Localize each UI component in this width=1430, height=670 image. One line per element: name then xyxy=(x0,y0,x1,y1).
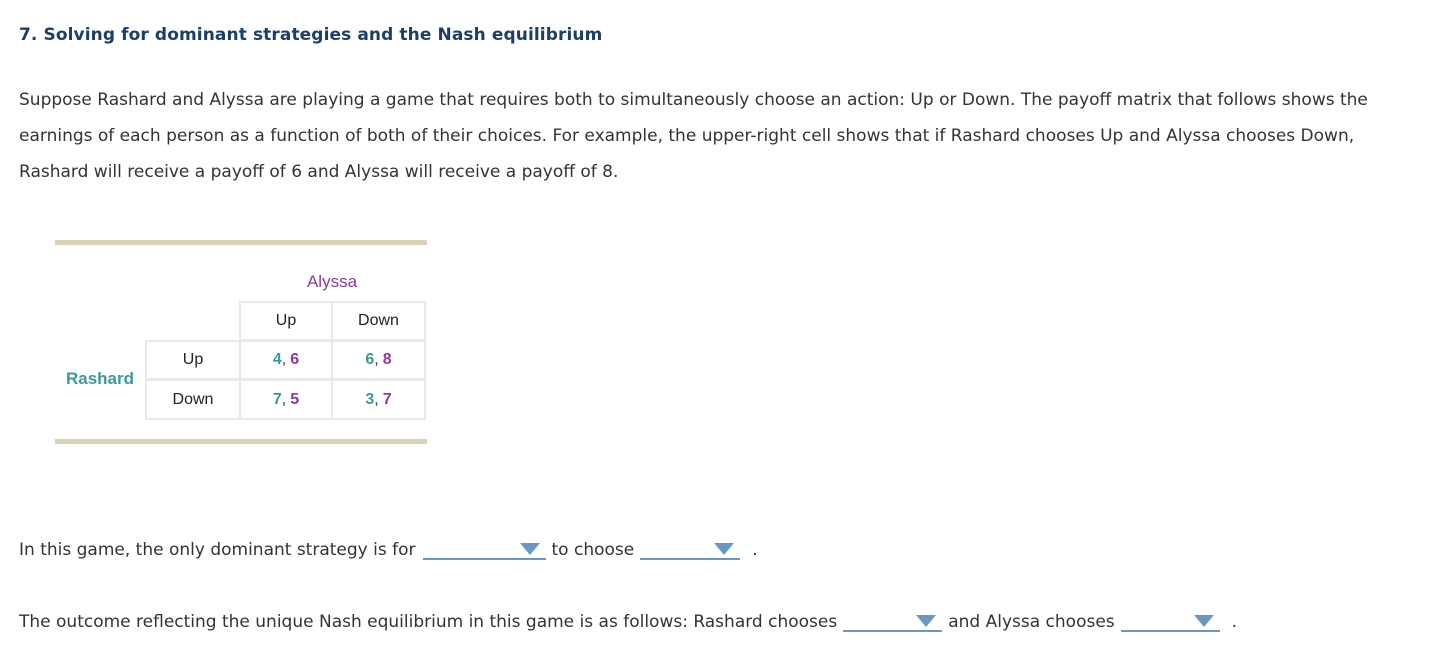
rashard-payoff: 3 xyxy=(365,390,375,408)
payoff-cell-up-up xyxy=(239,340,333,380)
dominant-action-dropdown[interactable] xyxy=(640,536,740,560)
question-nash-equilibrium xyxy=(19,608,1237,632)
matrix-bottom-rule xyxy=(55,439,427,444)
alyssa-payoff: 7 xyxy=(382,390,392,408)
row-header-down: Down xyxy=(145,379,241,420)
column-header-down: Down xyxy=(331,301,426,341)
rashard-payoff: 4 xyxy=(272,351,282,368)
row-player-label: Rashard xyxy=(65,369,135,388)
payoff-separator: , xyxy=(281,390,287,408)
alyssa-payoff: 6 xyxy=(290,351,300,368)
payoff-cell-down-up xyxy=(239,379,333,420)
payoff-matrix xyxy=(55,240,427,445)
dominant-player-dropdown[interactable] xyxy=(423,536,546,560)
rashard-payoff: 6 xyxy=(365,351,375,368)
payoff-separator: , xyxy=(374,351,379,368)
alyssa-payoff: 8 xyxy=(382,351,392,368)
question2-end: . xyxy=(1231,612,1238,632)
chevron-down-icon xyxy=(520,543,540,555)
intro-paragraph: Suppose Rashard and Alyssa are playing a game that requires both to simultaneously choose an action: Up or Down. The payoff matrix that follows shows the earnings of each person as a function of both of their choices. For example, the upper-right cell shows that if Rashard chooses Up and Alyssa chooses Down, Rashard will receive a payoff of 6 and Alyssa will receive a payoff of 8. xyxy=(19,90,1368,182)
payoff-cell-up-down xyxy=(331,340,426,380)
question2-text-part1: The outcome reflecting the unique Nash equilibrium in this game is as follows: Rashard chooses xyxy=(19,612,838,632)
payoff-cell-down-down xyxy=(331,379,426,420)
chevron-down-icon xyxy=(1194,615,1214,627)
chevron-down-icon xyxy=(916,615,936,627)
rashard-choice-dropdown[interactable] xyxy=(843,608,942,632)
chevron-down-icon xyxy=(714,543,734,555)
question2-text-part2: and Alyssa chooses xyxy=(948,612,1115,632)
column-header-up: Up xyxy=(239,301,333,341)
alyssa-payoff: 5 xyxy=(290,390,300,408)
question1-end: . xyxy=(752,540,758,560)
column-player-label: Alyssa xyxy=(306,272,358,291)
payoff-separator: , xyxy=(374,390,379,408)
page-title: 7. Solving for dominant strategies and the Nash equilibrium xyxy=(19,25,603,45)
row-header-up: Up xyxy=(145,340,241,380)
question1-text-part2: to choose xyxy=(551,540,635,560)
matrix-top-rule xyxy=(55,240,427,245)
alyssa-choice-dropdown[interactable] xyxy=(1121,608,1220,632)
question-dominant-strategy xyxy=(19,536,758,560)
rashard-payoff: 7 xyxy=(272,390,282,408)
payoff-separator: , xyxy=(281,351,287,368)
question1-text-part1: In this game, the only dominant strategy is for xyxy=(19,540,416,560)
